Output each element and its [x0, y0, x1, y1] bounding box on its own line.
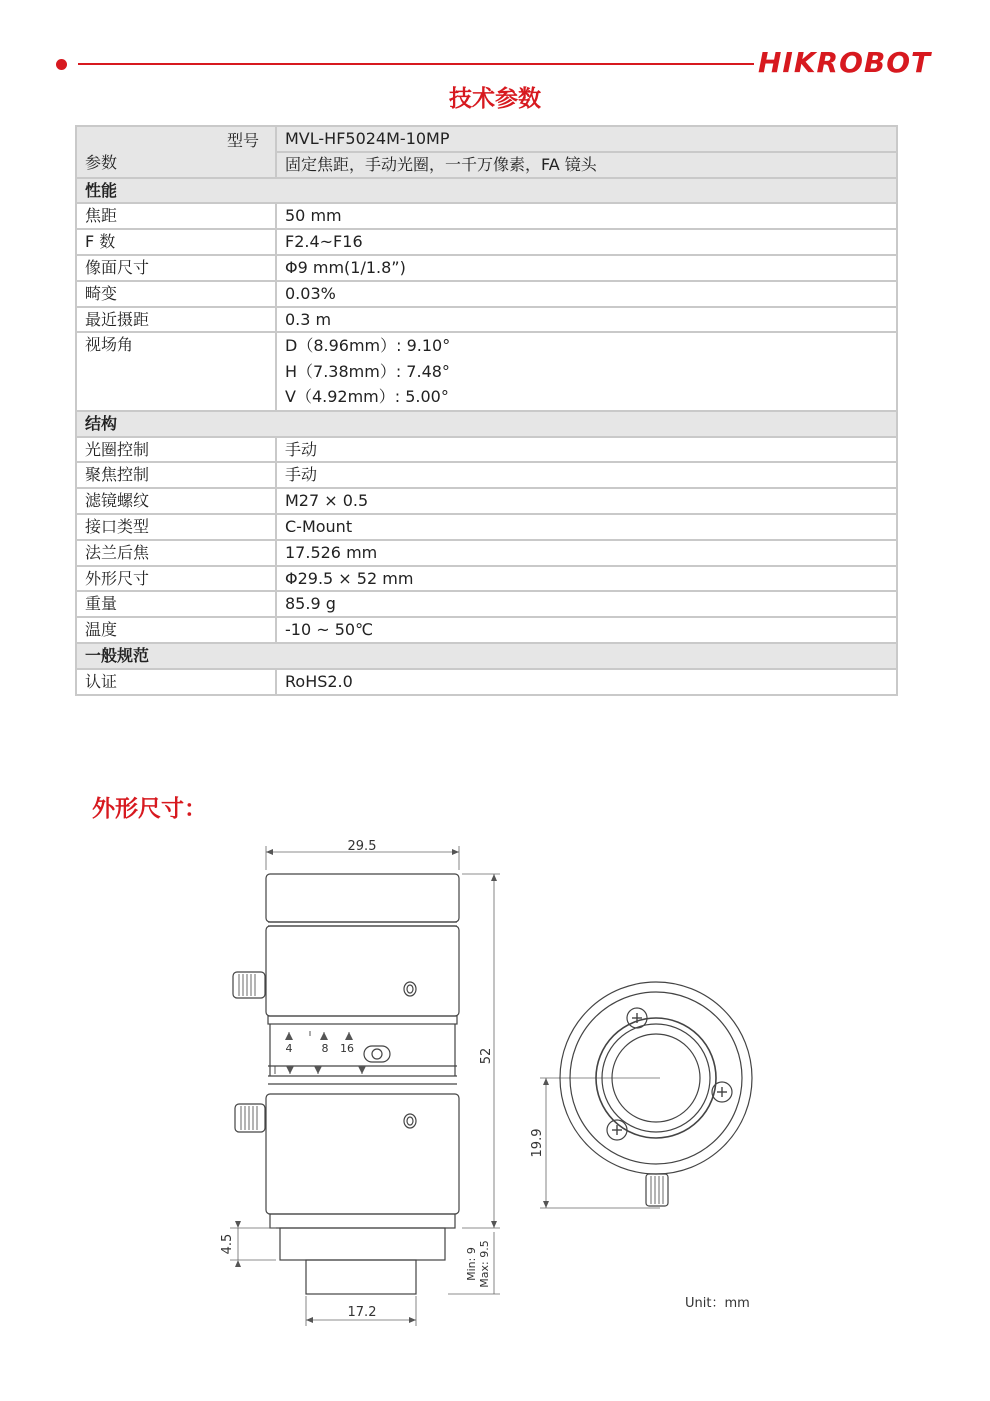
aperture-mark-4: 4 — [285, 1042, 293, 1055]
row-label: 光圈控制 — [76, 437, 276, 463]
row-value: 0.03% — [276, 281, 897, 307]
row-label: 滤镜螺纹 — [76, 488, 276, 514]
row-value: 手动 — [276, 437, 897, 463]
section-title-performance: 性能 — [76, 178, 897, 204]
fov-vertical: V（4.92mm）: 5.00° — [285, 387, 449, 407]
lens-iris-ring — [266, 1094, 459, 1214]
row-value: M27 × 0.5 — [276, 488, 897, 514]
row-label: 接口类型 — [76, 514, 276, 540]
dim-back-focus-min-label: Min: 9 — [465, 1247, 478, 1281]
iris-lock-screw — [235, 1104, 265, 1132]
row-value: Φ9 mm(1/1.8”) — [276, 255, 897, 281]
lens-mid-band — [268, 1016, 457, 1024]
page-title: 技术参数 — [449, 86, 541, 112]
row-value: 手动 — [276, 462, 897, 488]
row-value: -10 ~ 50℃ — [276, 617, 897, 643]
row-value: F2.4~F16 — [276, 229, 897, 255]
row-label: 认证 — [76, 669, 276, 695]
brand-logo: HIKROBOT — [758, 46, 932, 79]
row-label: 重量 — [76, 591, 276, 617]
unit-label: Unit：mm — [685, 1296, 750, 1311]
row-value: 85.9 g — [276, 591, 897, 617]
row-label: 视场角 — [76, 332, 276, 411]
lens-focus-ring — [266, 926, 459, 1016]
dim-center-height-label: 19.9 — [530, 1128, 545, 1158]
dim-mount-height-label: 4.5 — [220, 1233, 235, 1255]
lens-rear-band — [270, 1214, 455, 1228]
row-label: 法兰后焦 — [76, 540, 276, 566]
row-value: C-Mount — [276, 514, 897, 540]
lens-flange — [280, 1228, 445, 1260]
dimensions-title: 外形尺寸： — [92, 796, 207, 822]
section-title-general: 一般规范 — [76, 643, 897, 669]
dim-mount-diameter-label: 17.2 — [347, 1305, 377, 1320]
row-value: RoHS2.0 — [276, 669, 897, 695]
aperture-mark-8: 8 — [321, 1042, 329, 1055]
focus-lock-screw — [233, 972, 265, 998]
dim-length-label: 52 — [479, 1047, 494, 1065]
row-label: 外形尺寸 — [76, 566, 276, 592]
corner-label-param: 参数 — [85, 152, 118, 172]
row-value: 0.3 m — [276, 307, 897, 333]
fov-diagonal: D（8.96mm）: 9.10° — [285, 336, 451, 356]
row-label: 焦距 — [76, 203, 276, 229]
corner-label-model: 型号 — [226, 131, 259, 150]
model-description: 固定焦距，手动光圈，一千万像素，FA 镜头 — [276, 152, 897, 178]
row-label: 像面尺寸 — [76, 255, 276, 281]
lens-front-ring — [266, 874, 459, 922]
front-lock-screw — [646, 1174, 668, 1206]
model-name: MVL-HF5024M-10MP — [276, 126, 897, 152]
dim-width-label: 29.5 — [347, 839, 377, 854]
row-label: 最近摄距 — [76, 307, 276, 333]
row-value: 17.526 mm — [276, 540, 897, 566]
row-value: 50 mm — [276, 203, 897, 229]
section-title-structure: 结构 — [76, 411, 897, 437]
fov-horizontal: H（7.38mm）: 7.48° — [285, 361, 450, 381]
row-label: 温度 — [76, 617, 276, 643]
aperture-mark-16: 16 — [340, 1042, 354, 1055]
lens-mount-thread — [306, 1260, 416, 1294]
dim-back-focus-max-label: Max: 9.5 — [478, 1240, 491, 1288]
row-label: 聚焦控制 — [76, 462, 276, 488]
row-label: 畸变 — [76, 281, 276, 307]
row-value: Φ29.5 × 52 mm — [276, 566, 897, 592]
row-label: F 数 — [76, 229, 276, 255]
